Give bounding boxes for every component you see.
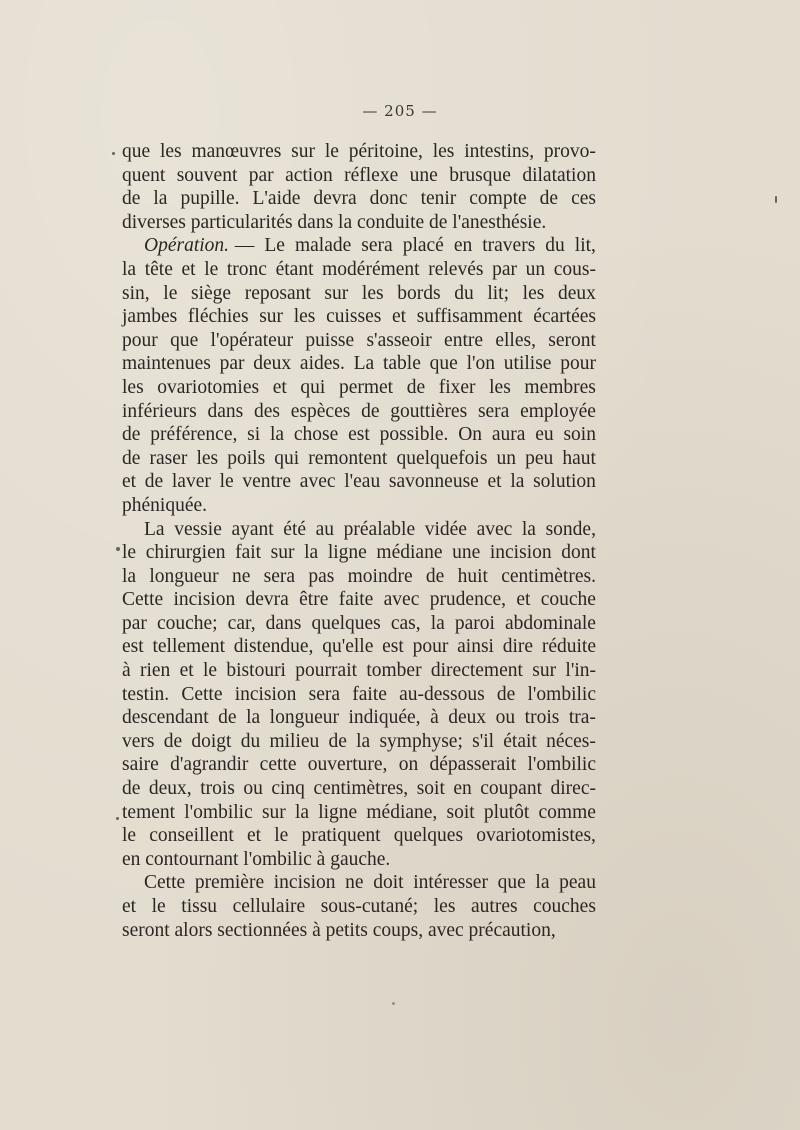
line-text: est tellement distendue, qu'elle est pour ainsi dire réduite [122,636,596,658]
text-line [122,635,596,659]
paper-speck [116,817,119,820]
text-line [122,518,596,542]
text-line [122,659,596,683]
text-line [122,494,596,518]
text-line [122,423,596,447]
text-line [122,305,596,329]
text-line [122,164,596,188]
text-line [122,376,596,400]
text-line [122,919,596,943]
text-line [122,588,596,612]
text-line [122,400,596,424]
text-line [122,683,596,707]
text-line [122,470,596,494]
line-text: de raser les poils qui remontent quelquefois un peu haut [122,447,596,469]
line-text: saire d'agrandir cette ouverture, on dépasserait l'ombilic [122,754,596,776]
line-text: de préférence, si la chose est possible. On aura eu soin [122,424,596,446]
line-text: pour que l'opérateur puisse s'asseoir entre elles, seront [122,329,596,351]
line-text: Cette première incision ne doit intéresser que la peau [144,872,596,894]
line-text: descendant de la longueur indiquée, à deux ou trois tra- [122,707,596,729]
paper-speck [116,547,120,551]
line-text: de la pupille. L'aide devra donc tenir compte de ces [122,188,596,210]
line-text: quent souvent par action réflexe une brusque dilatation [122,164,596,186]
line-text: vers de doigt du milieu de la symphyse; s'il était néces- [122,730,596,752]
text-line [122,140,596,164]
line-text: les ovariotomies et qui permet de fixer les membres [122,376,596,398]
text-line [122,801,596,825]
text-line [122,848,596,872]
line-text: la longueur ne sera pas moindre de huit centimètres. [122,565,596,587]
text-line [122,706,596,730]
paper-speck [392,1002,395,1005]
text-line [122,282,596,306]
line-text: en contournant l'ombilic à gauche. [122,848,391,870]
text-line [122,234,596,258]
line-text: maintenues par deux aides. La table que l'on utilise pour [122,353,596,375]
line-text: phéniquée. [122,494,208,516]
text-line [122,352,596,376]
text-line [122,258,596,282]
line-text: diverses particularités dans la conduite de l'anesthésie. [122,211,547,233]
text-line [122,329,596,353]
paper-speck [775,196,777,203]
text-line [122,777,596,801]
page-number: — 205 — [362,102,438,120]
line-text: Cette incision devra être faite avec prudence, et couche [122,589,596,611]
paper-speck [112,152,115,155]
line-text: que les manœuvres sur le péritoine, les intestins, provo- [122,141,596,162]
line-text: tement l'ombilic sur la ligne médiane, soit plutôt comme [122,801,596,823]
line-text: par couche; car, dans quelques cas, la paroi abdominale [122,612,596,634]
line-text: à rien et le bistouri pourrait tomber directement sur l'in- [122,660,596,682]
line-text: seront alors sectionnées à petits coups, avec précaution, [122,919,556,941]
line-text: la tête et le tronc étant modérément relevés par un cous- [122,258,596,280]
text-line [122,824,596,848]
text-line [122,730,596,754]
line-text: La vessie ayant été au préalable vidée avec la sonde, [144,518,596,540]
text-line [122,753,596,777]
line-text: de deux, trois ou cinq centimètres, soit en coupant direc- [122,778,596,800]
line-text: testin. Cette incision sera faite au-dessous de l'ombilic [122,683,596,705]
text-line [122,565,596,589]
text-line [122,447,596,471]
text-line [122,871,596,895]
line-text: sin, le siège reposant sur les bords du lit; les deux [122,282,596,304]
body-text [122,140,596,942]
line-text: le conseillent et le pratiquent quelques ovariotomistes, [122,825,596,847]
line-text: — Le malade sera placé en travers du lit, [234,235,596,257]
line-text: inférieurs dans des espèces de gouttières sera employée [122,400,596,422]
text-line [122,612,596,636]
line-text: et le tissu cellulaire sous-cutané; les autres couches [122,896,596,917]
text-line [122,895,596,919]
line-text: jambes fléchies sur les cuisses et suffisamment écartées [122,306,596,328]
line-text: le chirurgien fait sur la ligne médiane une incision dont [122,542,596,564]
line-text: et de laver le ventre avec l'eau savonneuse et la solution [122,471,596,493]
text-line [122,211,596,235]
text-line [122,541,596,565]
italic-lead: Opération. [144,235,230,257]
text-line [122,187,596,211]
